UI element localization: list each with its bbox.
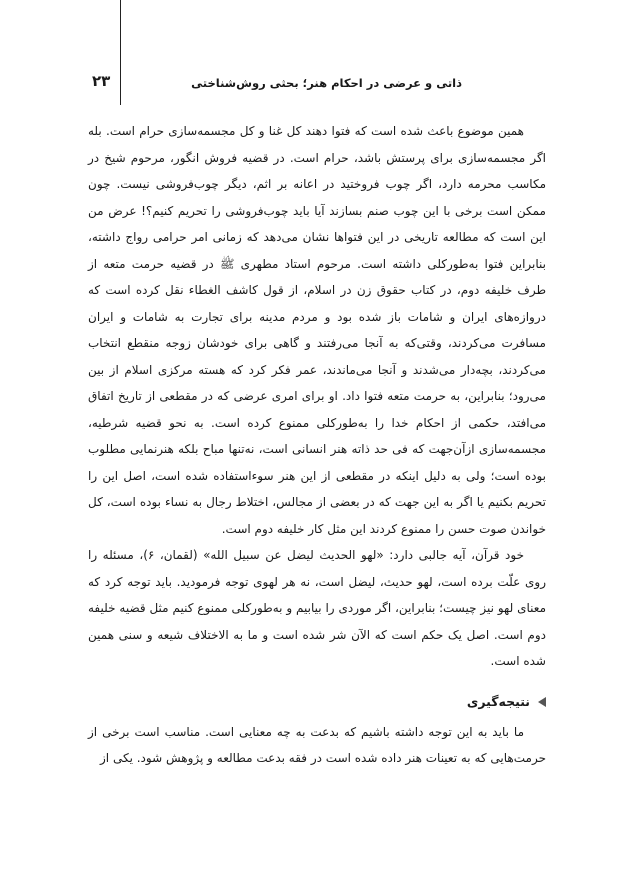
running-header: [92, 70, 552, 100]
body-paragraph: خود قرآن، آیه جالبی دارد: «لهو الحدیث لیضل عن سبیل الله» (لقمان، ۶)، مسئله را روی علّت برده است، لهو حدیث، لیضل است، نه هر لهوی توجه فرمودید. باید توجه کرد که معنای لهو نیز چیست؛ بنابراین، اگر موردی را بیابیم و به‌طورکلی ممنوع کنیم مثل قضیه خلیفه دوم است. اصل یک حکم است که الآن شر شده است و ما به الاختلاف شیعه و سنی همین شده است.: [88, 548, 546, 668]
running-header-title: ذاتی و عرضی در احکام هنر؛ بحثی روش‌شناختی: [191, 76, 462, 90]
section-heading: [88, 689, 546, 715]
section-heading-text: نتیجه‌گیری: [466, 693, 530, 709]
body-paragraph: ما باید به این توجه داشته باشیم که بدعت به چه معنایی است. مناسب است برخی از حرمت‌هایی که به تعینات هنر داده شده است در فقه بدعت مطالعه و پژوهش شود. یکی از: [88, 724, 546, 765]
body-paragraph: همین موضوع باعث شده است که فتوا دهند کل غنا و کل مجسمه‌سازی حرام است. بله اگر مجسمه‌سازی برای پرستش باشد، حرام است. در قضیه فروش انگور، مرحوم شیخ در مکاسب محرمه دارد، اگر چوب فروختید در اعانه بر اثم، دیگر چوب‌فروشی نیست. چون ممکن است برخی با این چوب صنم بسازند آیا باید چوب‌فروشی را تحریم کنیم؟! عرض من این است که مطالعه تاریخی در این فتواها نشان می‌دهد که زمانی امر حرامی رواج داشته، بنابراین فتوا به‌طورکلی داشته است. مرحوم استاد مطهری ﷺ در قضیه حرمت متعه از طرف خلیفه دوم، در کتاب حقوق زن در اسلام، از قول کاشف الغطاء نقل کرده است که دروازه‌های ایران و شامات باز شده بود و مردم مدینه برای تجارت به شامات و ایران مسافرت می‌کردند، وقتی‌که به آنجا می‌رفتند و گاهی برای خودشان زوجه منقطع انتخاب می‌کردند، بچه‌دار می‌شدند و آنجا می‌ماندند، عمر فکر کرد که هسته مرکزی اسلام از بین می‌رود؛ بنابراین، به حرمت متعه فتوا داد. او برای امری عرضی که در مقطعی از تاریخ اتفاق می‌افتد، حکمی از احکام خدا را به‌طورکلی ممنوع کرده است. به نحو قضیه شرطیه، مجسمه‌سازی ازآن‌جهت که فی حد ذاته هنر انسانی است، نه‌تنها مباح بلکه هنرنمایی مطلوب بوده است؛ ولی به دلیل اینکه در مقطعی از این هنر سوءاستفاده شده است، اصل این را تحریم بکنیم یا اگر به این جهت که در بعضی از مجالس، اختلاط رجال به نساء بوده است، کل خواندن صوت حسن را ممنوع کردند این مثل کار خلیفه دوم است.: [88, 124, 546, 536]
page-body: [88, 118, 546, 772]
triangle-marker-icon: [538, 697, 546, 707]
page-number: ۲۳: [92, 72, 111, 90]
